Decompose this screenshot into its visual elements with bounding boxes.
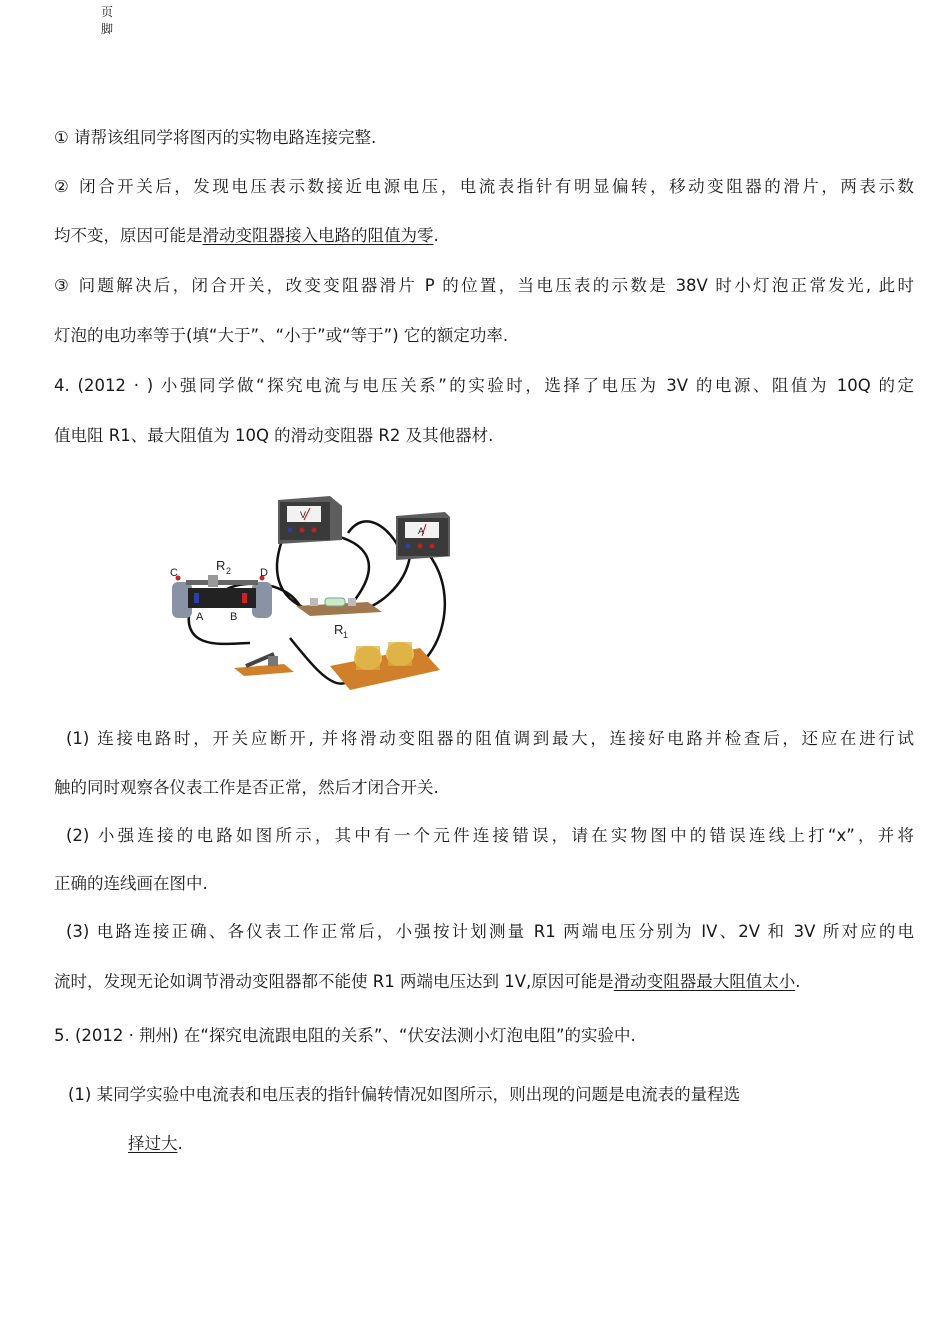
label-r1-sub: 1 [343,630,349,640]
circuit-diagram [160,478,450,696]
label-voltmeter: V [300,510,307,520]
q4-part2-line2: 正确的连线画在图中. [54,874,208,893]
q3-item2-line2 [54,225,914,247]
battery-box [330,642,440,690]
label-ammeter: A [418,526,425,536]
q3-item2-answer: 滑动变阻器接入电路的阻值为零 [202,226,434,245]
q3-item2-text: 均不变，原因可能是 [54,226,203,245]
rheostat-r2 [172,575,272,618]
footer-char-1: 页 [100,5,113,19]
voltmeter [278,496,342,544]
resistor-r1 [296,598,382,616]
q3-item3-line1: ③ 问题解决后，闭合开关，改变变阻器滑片 P 的位置，当电压表的示数是 38V 时小灯泡正常发光, 此时 [54,276,914,295]
q4-part3-answer: 滑动变阻器最大阻值太小 [613,972,796,991]
wire-voltmeter-right [320,533,369,606]
q3-item1: ① 请帮该组同学将图丙的实物电路连接完整. [54,128,377,147]
q3-item2-period: . [433,226,439,245]
q4-part1-line1: (1) 连接电路时，开关应断开, 并将滑动变阻器的阻值调到最大，连接好电路并检查后，还应在进行试 [66,729,914,748]
q5-part1-line1: (1) 某同学实验中电流表和电压表的指针偏转情况如图所示，则出现的问题是电流表的量程选 [68,1085,741,1104]
q4-part3-line1: (3) 电路连接正确、各仪表工作正常后，小强按计划测量 R1 两端电压分别为 IV、2V 和 3V 所对应的电 [66,922,914,941]
q4-part2-line1: (2) 小强连接的电路如图所示，其中有一个元件连接错误，请在实物图中的错误连线上打“x”，并将 [66,826,914,845]
ammeter [396,512,450,560]
q4-stem-line2: 值电阻 R1、最大阻值为 10Q 的滑动变阻器 R2 及其他器材. [54,426,494,445]
q4-part3-period: . [795,972,801,991]
q4-part3-line2 [54,971,914,993]
footer-char-2: 脚 [100,22,113,36]
wire-ammeter-r1 [360,556,410,610]
q5-part1-answer: 择过大 [128,1134,178,1153]
q4-stem-line1: 4. (2012 · ) 小强同学做“探究电流与电压关系”的实验时，选择了电压为 3V 的电源、阻值为 10Q 的定 [54,376,914,395]
label-r2-sub: 2 [226,566,232,576]
q4-part3-text: 流时，发现无论如调节滑动变阻器都不能使 R1 两端电压达到 1V,原因可能是 [54,972,614,991]
circuit-figure [160,478,450,696]
q5-part1-line2 [128,1133,950,1155]
q5-part1-period: . [177,1134,183,1153]
q3-item2-line1: ② 闭合开关后，发现电压表示数接近电源电压，电流表指针有明显偏转，移动变阻器的滑片，两表示数 [54,177,914,196]
label-b: B [230,611,238,623]
label-a: A [196,611,204,623]
q3-item3-line2: 灯泡的电功率等于(填“大于”、“小于”或“等于”) 它的额定功率. [54,326,509,345]
label-c: C [170,567,178,579]
page-footer-mark [99,4,115,38]
q4-part1-line2: 触的同时观察各仪表工作是否正常，然后才闭合开关. [54,778,439,797]
switch [234,654,294,676]
wire-switch-battery [290,638,345,684]
label-r1: R [334,622,344,637]
label-r2: R [216,558,226,573]
label-d: D [260,567,268,579]
q5-stem: 5. (2012 · 荆州) 在“探究电流跟电阻的关系”、“伏安法测小灯泡电阻”的实验中. [54,1026,636,1045]
